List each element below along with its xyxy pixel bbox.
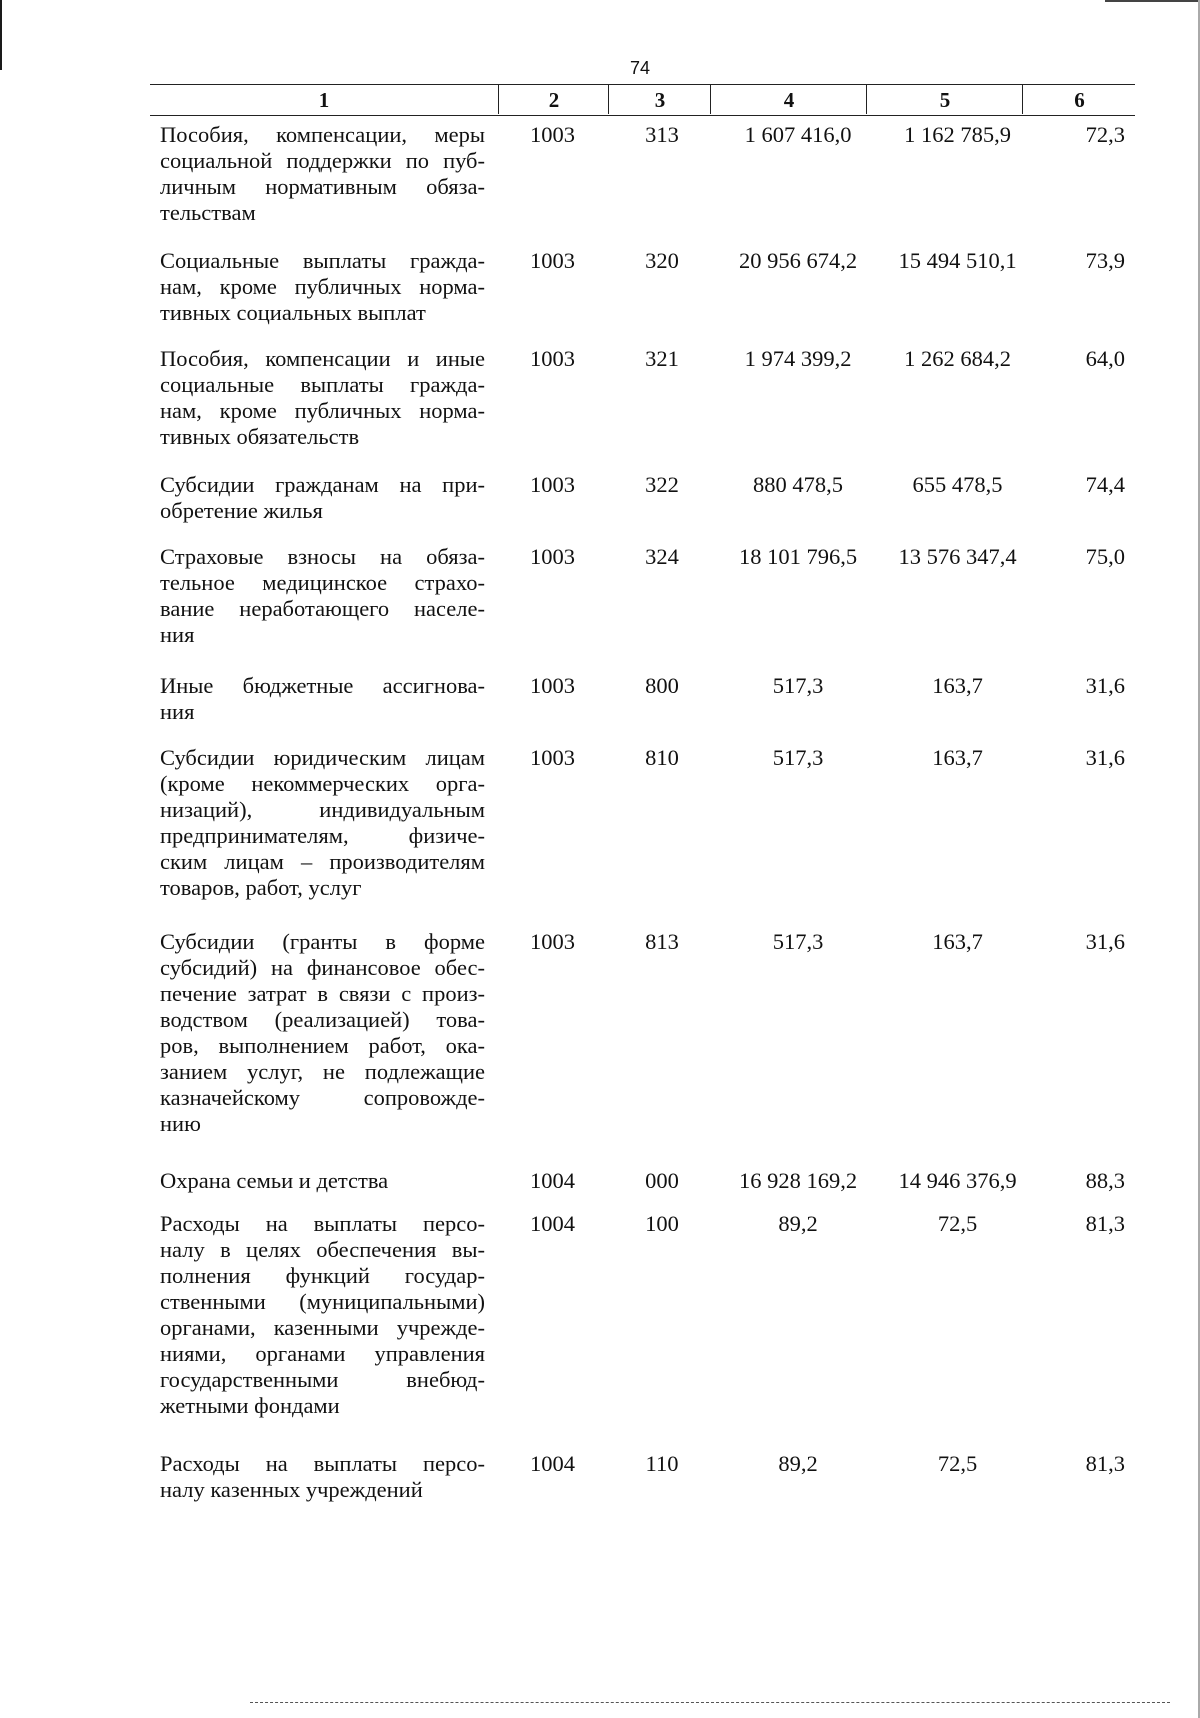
row-section-code: 1003: [530, 248, 575, 273]
row-name-line: занием услуг, не подлежащие: [160, 1059, 485, 1084]
row-name-line: нию: [160, 1111, 201, 1136]
row-section-code: 1003: [530, 544, 575, 569]
table-row: [0, 346, 1200, 450]
row-executed-amount: 163,7: [932, 929, 983, 954]
row-name-line: Субсидии (гранты в форме: [160, 929, 485, 954]
row-execution-percent: 31,6: [1085, 673, 1125, 698]
row-name: [160, 346, 485, 450]
row-executed-amount: 1 162 785,9: [904, 122, 1011, 147]
row-name-line: ским лицам – производителям: [160, 849, 485, 874]
row-name-line: социальной поддержки по пуб-: [160, 148, 485, 173]
header-divider: [866, 84, 867, 114]
row-section-code: 1004: [530, 1211, 575, 1236]
row-executed-amount: 72,5: [937, 1211, 978, 1236]
table-row: [0, 1451, 1200, 1503]
header-col-5: 5: [939, 88, 951, 112]
row-name-line: Расходы на выплаты персо-: [160, 1211, 485, 1236]
row-name-line: Охрана семьи и детства: [160, 1168, 389, 1193]
header-divider: [498, 84, 499, 114]
row-expense-type-code: 324: [645, 544, 679, 569]
row-section-code: 1003: [530, 472, 575, 497]
row-execution-percent: 75,0: [1085, 544, 1125, 569]
header-col-3: 3: [654, 88, 666, 112]
row-name-line: Расходы на выплаты персо-: [160, 1451, 485, 1476]
row-section-code: 1003: [530, 745, 575, 770]
row-section-code: 1003: [530, 673, 575, 698]
row-name-line: ния: [160, 699, 195, 724]
row-executed-amount: 15 494 510,1: [898, 248, 1017, 273]
row-name-line: органами, казенными учрежде-: [160, 1315, 485, 1340]
row-execution-percent: 73,9: [1085, 248, 1125, 273]
table-row: [0, 929, 1200, 1137]
row-expense-type-code: 322: [645, 472, 679, 497]
header-col-4: 4: [783, 88, 795, 112]
row-name-line: низаций), индивидуальным: [160, 797, 485, 822]
header-divider: [710, 84, 711, 114]
row-name: [160, 1211, 485, 1419]
row-name-line: жетными фондами: [160, 1393, 340, 1418]
row-name: [160, 472, 485, 524]
row-name: [160, 673, 485, 725]
row-section-code: 1004: [530, 1451, 575, 1476]
table-row: [0, 1211, 1200, 1419]
row-planned-amount: 1 607 416,0: [744, 122, 852, 147]
row-name-line: обретение жилья: [160, 498, 323, 523]
row-name-line: Субсидии юридическим лицам: [160, 745, 485, 770]
row-execution-percent: 31,6: [1085, 745, 1125, 770]
row-name: [160, 1168, 485, 1194]
row-section-code: 1004: [530, 1168, 575, 1193]
header-divider: [608, 84, 609, 114]
row-name-line: товаров, работ, услуг: [160, 875, 362, 900]
row-planned-amount: 18 101 796,5: [738, 544, 858, 569]
row-section-code: 1003: [530, 346, 575, 371]
row-name-line: тивных обязательств: [160, 424, 360, 449]
row-name-line: нам, кроме публичных норма-: [160, 274, 485, 299]
row-name-line: Иные бюджетные ассигнова-: [160, 673, 485, 698]
row-name-line: нам, кроме публичных норма-: [160, 398, 485, 423]
row-name-line: ственными (муниципальными): [160, 1289, 485, 1314]
row-name-line: субсидий) на финансовое обес-: [160, 955, 485, 980]
row-executed-amount: 13 576 347,4: [898, 544, 1017, 569]
row-expense-type-code: 313: [645, 122, 679, 147]
row-name-line: налу казенных учреждений: [160, 1477, 423, 1502]
table-row: [0, 472, 1200, 524]
row-executed-amount: 655 478,5: [912, 472, 1003, 497]
row-name-line: Пособия, компенсации и иные: [160, 346, 485, 371]
row-name-line: тельствам: [160, 200, 256, 225]
row-expense-type-code: 810: [645, 745, 679, 770]
table-row: [0, 122, 1200, 226]
row-planned-amount: 20 956 674,2: [738, 248, 858, 273]
row-name-line: предпринимателям, физиче-: [160, 823, 485, 848]
row-name: [160, 1451, 485, 1503]
row-execution-percent: 81,3: [1085, 1451, 1125, 1476]
header-col-1: 1: [318, 88, 330, 112]
header-col-2: 2: [548, 88, 560, 112]
row-name-line: вание неработающего населе-: [160, 596, 485, 621]
row-name: [160, 929, 485, 1137]
row-executed-amount: 14 946 376,9: [898, 1168, 1017, 1193]
row-name-line: тивных социальных выплат: [160, 300, 426, 325]
row-name-line: ния: [160, 622, 195, 647]
row-planned-amount: 517,3: [772, 745, 824, 770]
row-name-line: ров, выполнением работ, ока-: [160, 1033, 485, 1058]
scan-edge-top-right: [1105, 0, 1200, 2]
row-name: [160, 248, 485, 326]
page-bottom-line: [250, 1702, 1170, 1703]
header-col-6: 6: [1074, 88, 1085, 112]
row-executed-amount: 72,5: [937, 1451, 978, 1476]
row-execution-percent: 88,3: [1085, 1168, 1125, 1193]
row-expense-type-code: 110: [645, 1451, 679, 1476]
row-name-line: социальные выплаты гражда-: [160, 372, 485, 397]
row-name-line: налу в целях обеспечения вы-: [160, 1237, 485, 1262]
row-name-line: (кроме некоммерческих орга-: [160, 771, 485, 796]
row-execution-percent: 81,3: [1085, 1211, 1125, 1236]
row-executed-amount: 1 262 684,2: [904, 346, 1011, 371]
scan-edge-left: [0, 0, 2, 70]
row-name-line: личным нормативным обяза-: [160, 174, 485, 199]
row-planned-amount: 16 928 169,2: [738, 1168, 858, 1193]
row-name-line: тельное медицинское страхо-: [160, 570, 485, 595]
row-name-line: печение затрат в связи с произ-: [160, 981, 485, 1006]
row-planned-amount: 517,3: [772, 929, 824, 954]
row-executed-amount: 163,7: [932, 745, 983, 770]
row-expense-type-code: 100: [645, 1211, 679, 1236]
row-expense-type-code: 320: [645, 248, 679, 273]
table-row: [0, 745, 1200, 901]
row-planned-amount: 517,3: [772, 673, 824, 698]
row-planned-amount: 89,2: [778, 1211, 818, 1236]
row-planned-amount: 1 974 399,2: [744, 346, 852, 371]
row-executed-amount: 163,7: [932, 673, 983, 698]
table-row: [0, 673, 1200, 725]
row-planned-amount: 880 478,5: [753, 472, 843, 497]
row-execution-percent: 72,3: [1085, 122, 1125, 147]
row-name-line: государственными внебюд-: [160, 1367, 485, 1392]
row-planned-amount: 89,2: [778, 1451, 818, 1476]
row-name-line: водством (реализацией) това-: [160, 1007, 485, 1032]
row-name-line: полнения функций государ-: [160, 1263, 485, 1288]
row-name-line: Пособия, компенсации, меры: [160, 122, 485, 147]
row-execution-percent: 74,4: [1085, 472, 1125, 497]
row-section-code: 1003: [530, 929, 575, 954]
table-row: [0, 248, 1200, 326]
page-number: 74: [629, 58, 651, 78]
row-expense-type-code: 813: [645, 929, 679, 954]
row-name-line: ниями, органами управления: [160, 1341, 485, 1366]
table-row: [0, 544, 1200, 648]
table-header: [150, 84, 1135, 116]
row-name-line: Социальные выплаты гражда-: [160, 248, 485, 273]
row-expense-type-code: 321: [645, 346, 679, 371]
row-section-code: 1003: [530, 122, 575, 147]
row-execution-percent: 31,6: [1085, 929, 1125, 954]
row-expense-type-code: 000: [645, 1168, 679, 1193]
row-name-line: Страховые взносы на обяза-: [160, 544, 485, 569]
table-row: [0, 1168, 1200, 1194]
row-execution-percent: 64,0: [1085, 346, 1125, 371]
row-name-line: Субсидии гражданам на при-: [160, 472, 485, 497]
row-name-line: казначейскому сопровожде-: [160, 1085, 485, 1110]
header-divider: [1022, 84, 1023, 114]
row-name: [160, 745, 485, 901]
row-name: [160, 544, 485, 648]
row-expense-type-code: 800: [645, 673, 679, 698]
row-name: [160, 122, 485, 226]
